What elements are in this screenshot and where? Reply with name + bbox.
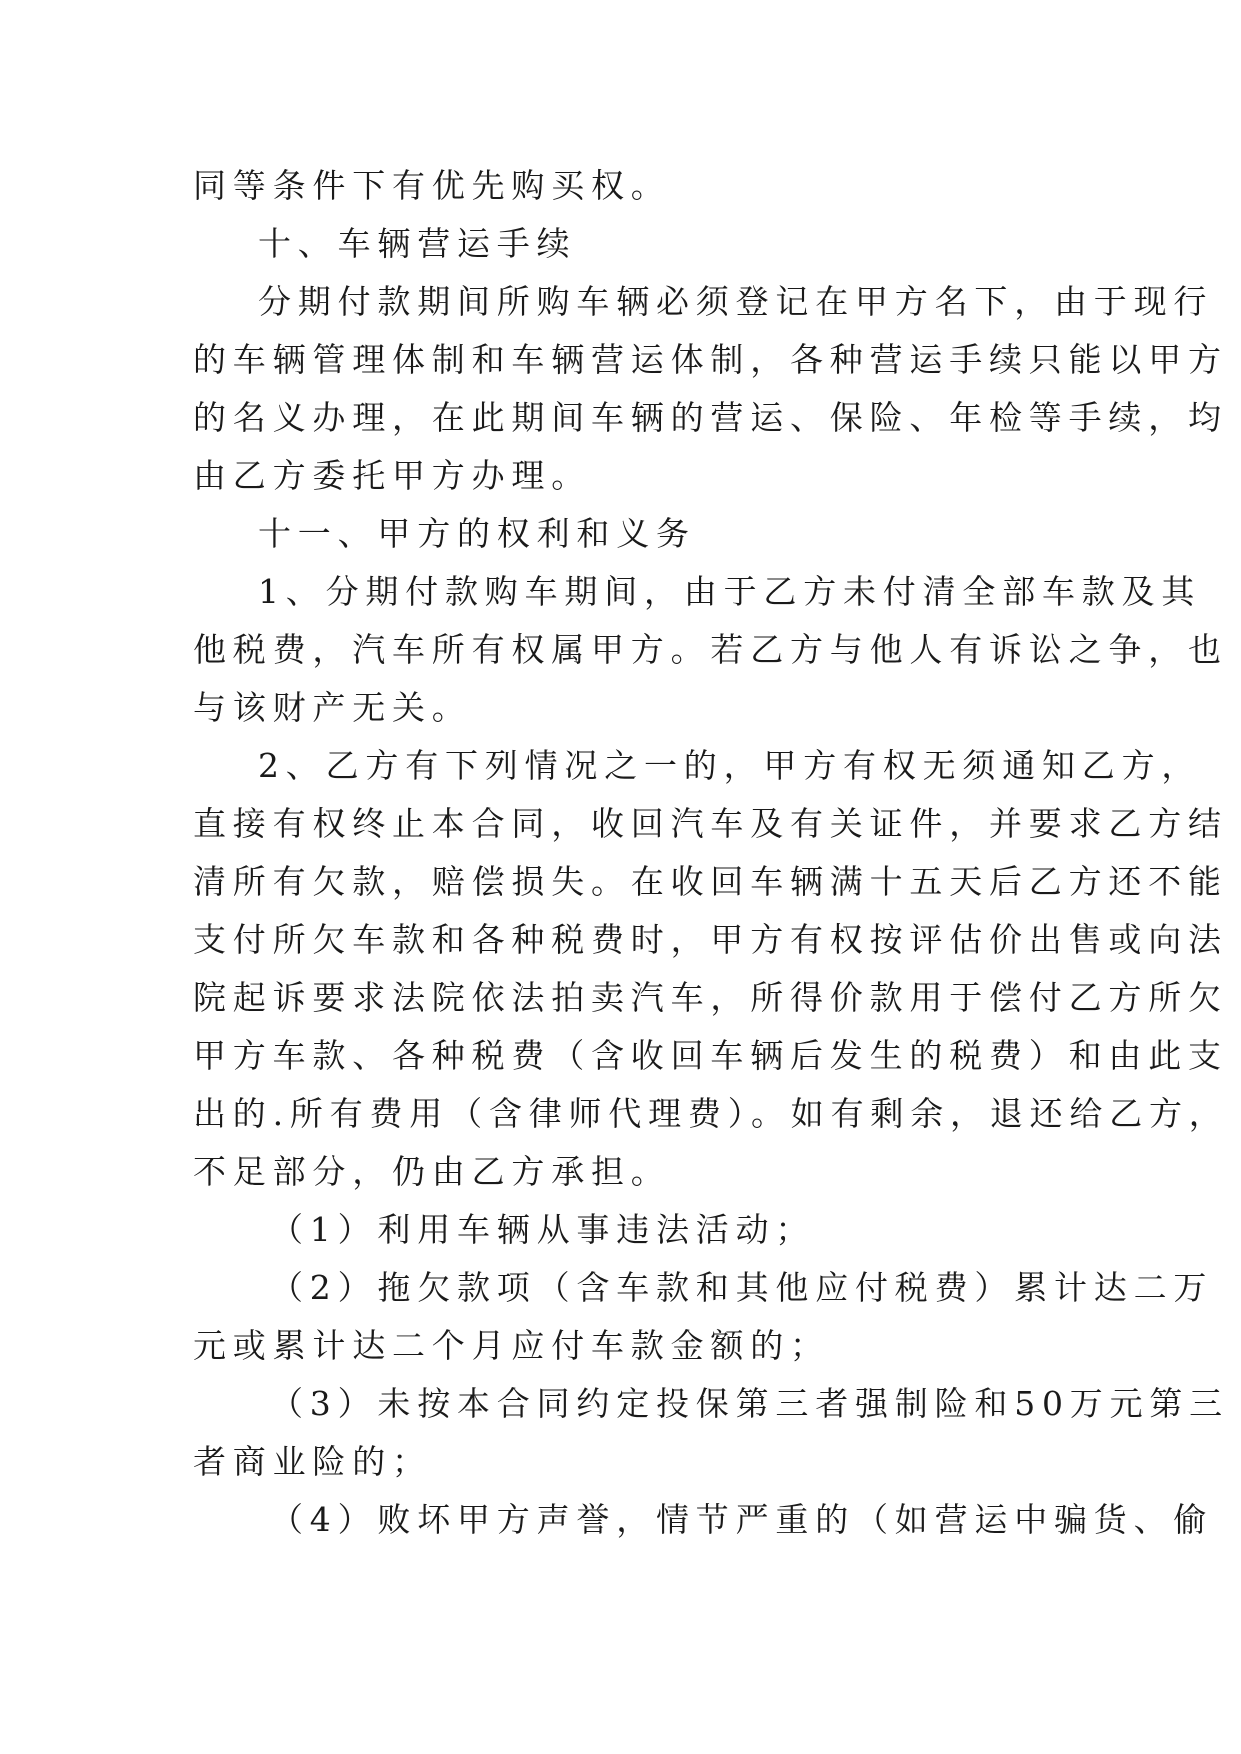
- paragraph-line: 者商业险的；: [193, 1442, 432, 1481]
- paragraph-line: 由乙方委托甲方办理。: [193, 456, 591, 495]
- paragraph-line: 直接有权终止本合同，收回汽车及有关证件，并要求乙方结: [193, 804, 1228, 843]
- paragraph-line: 他税费，汽车所有权属甲方。若乙方与他人有诉讼之争，也: [193, 630, 1228, 669]
- paragraph-line: 支付所欠车款和各种税费时，甲方有权按评估价出售或向法: [193, 920, 1228, 959]
- paragraph-line: 的名义办理，在此期间车辆的营运、保险、年检等手续，均: [193, 398, 1228, 437]
- paragraph-line: 不足部分，仍由乙方承担。: [193, 1152, 671, 1191]
- list-item: （3）未按本合同约定投保第三者强制险和50万元第三: [270, 1384, 1229, 1423]
- paragraph-line: 与该财产无关。: [193, 688, 472, 727]
- section-heading-10: 十、车辆营运手续: [258, 224, 577, 263]
- paragraph-line: 1、分期付款购车期间，由于乙方未付清全部车款及其: [258, 572, 1202, 611]
- list-item: （2）拖欠款项（含车款和其他应付税费）累计达二万: [270, 1268, 1214, 1307]
- list-item: （1）利用车辆从事违法活动；: [270, 1210, 816, 1249]
- paragraph-line: 2、乙方有下列情况之一的，甲方有权无须通知乙方，: [258, 746, 1202, 785]
- paragraph-line: 甲方车款、各种税费（含收回车辆后发生的税费）和由此支: [193, 1036, 1228, 1075]
- paragraph-line: 元或累计达二个月应付车款金额的；: [193, 1326, 830, 1365]
- list-item: （4）败坏甲方声誉，情节严重的（如营运中骗货、偷: [270, 1500, 1214, 1539]
- paragraph-line: 同等条件下有优先购买权。: [193, 166, 671, 205]
- paragraph-line: 院起诉要求法院依法拍卖汽车，所得价款用于偿付乙方所欠: [193, 978, 1228, 1017]
- paragraph-line: 的车辆管理体制和车辆营运体制，各种营运手续只能以甲方: [193, 340, 1228, 379]
- section-heading-11: 十一、甲方的权利和义务: [258, 514, 696, 553]
- paragraph-line: 分期付款期间所购车辆必须登记在甲方名下，由于现行: [258, 282, 1214, 321]
- paragraph-line: 出的.所有费用（含律师代理费）。如有剩余，退还给乙方，: [193, 1094, 1229, 1133]
- paragraph-line: 清所有欠款，赔偿损失。在收回车辆满十五天后乙方还不能: [193, 862, 1228, 901]
